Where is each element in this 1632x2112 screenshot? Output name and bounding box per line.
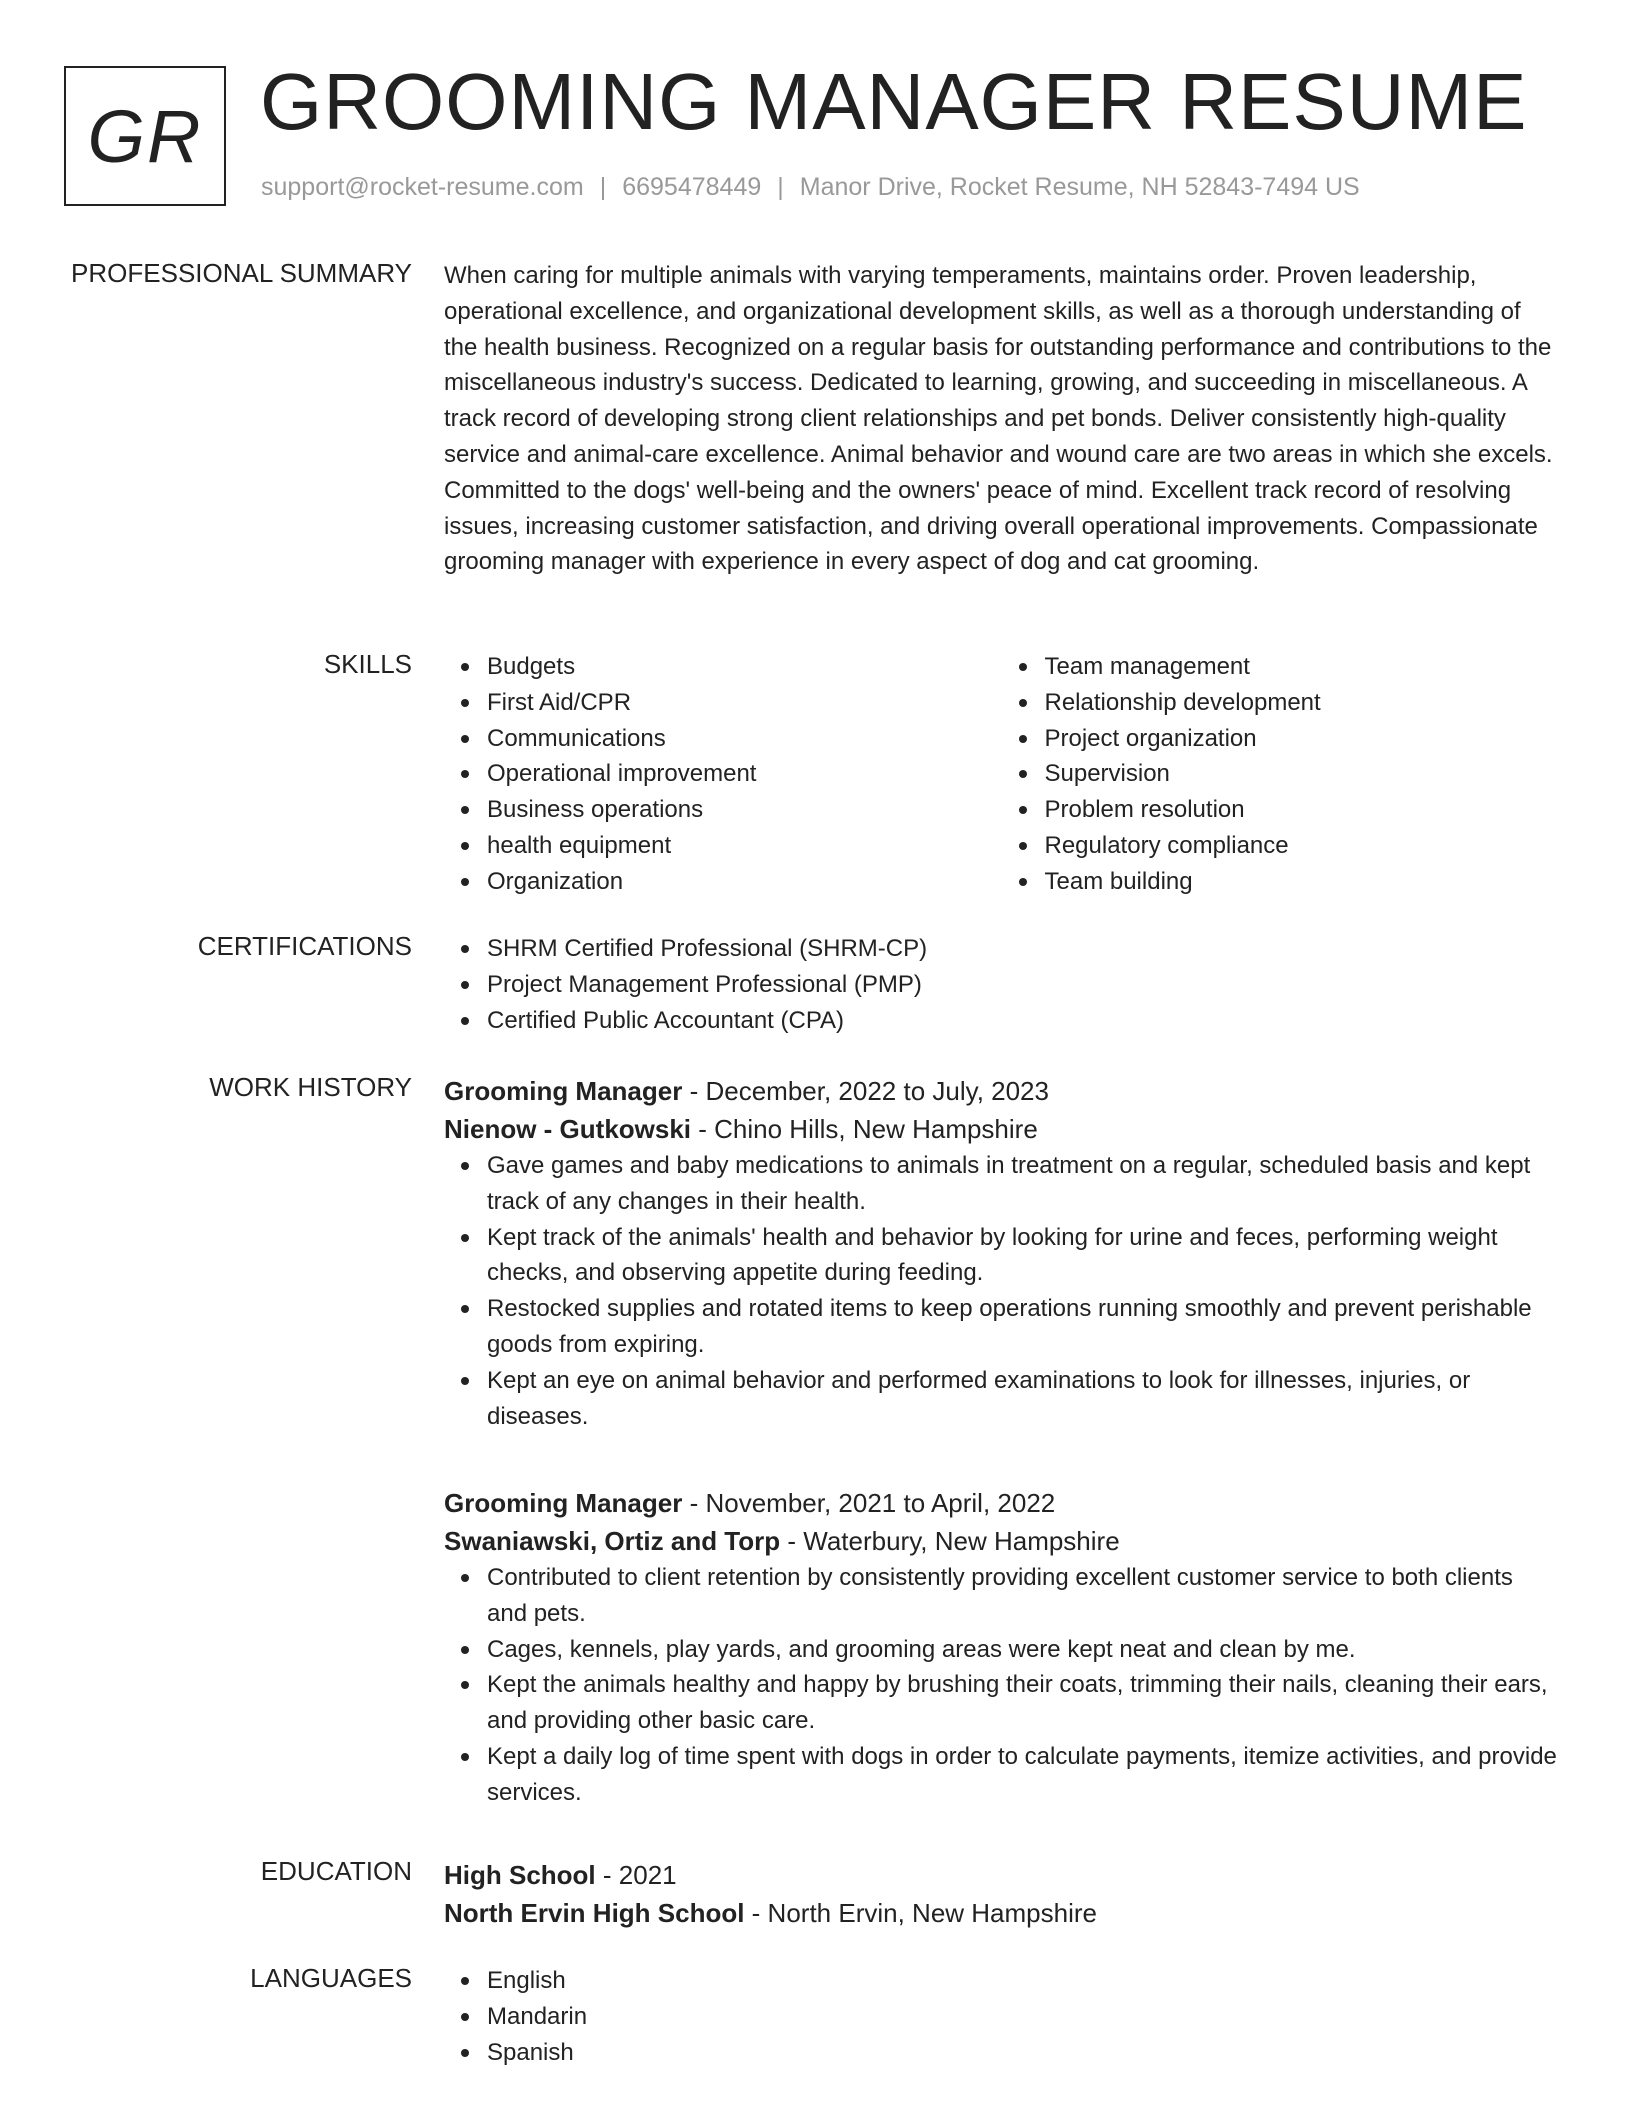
certifications-list xyxy=(444,931,1559,1038)
certification-item: Project Management Professional (PMP) xyxy=(487,967,1559,1003)
job-duty: Kept a daily log of time spent with dogs in order to calculate payments, itemize activities, and provide services. xyxy=(487,1739,1559,1811)
contact-separator: | xyxy=(777,173,784,201)
contact-separator: | xyxy=(599,173,607,201)
skill-item: Team management xyxy=(1045,649,1560,685)
job-location: - Waterbury, New Hampshire xyxy=(780,1526,1120,1556)
job-duty: Contributed to client retention by consistently providing excellent customer service to both clients and pets. xyxy=(487,1560,1559,1632)
contact-email[interactable]: support@rocket-resume.com xyxy=(261,173,584,201)
languages-heading: LANGUAGES xyxy=(250,1963,412,1993)
job-entry xyxy=(444,1484,1559,1811)
job-title-line xyxy=(444,1072,1559,1110)
skills-list-left xyxy=(444,649,1002,900)
job-location: - Chino Hills, New Hampshire xyxy=(691,1114,1038,1144)
contact-line xyxy=(261,173,1360,202)
education-location: - North Ervin, New Hampshire xyxy=(744,1898,1097,1928)
skill-item: Team building xyxy=(1045,864,1560,900)
job-duty: Kept track of the animals' health and behavior by looking for urine and feces, performing weight checks, and observing appetite during feeding. xyxy=(487,1220,1559,1292)
job-company: Swaniawski, Ortiz and Torp xyxy=(444,1526,781,1556)
language-item: English xyxy=(487,1963,1559,1999)
resume-title: GROOMING MANAGER RESUME xyxy=(260,57,1528,146)
skill-item: Business operations xyxy=(487,792,1002,828)
certification-item: Certified Public Accountant (CPA) xyxy=(487,1003,1559,1039)
job-company-line xyxy=(444,1522,1559,1560)
summary-text: When caring for multiple animals with varying temperaments, maintains order. Proven leadership, operational excellence, and organizational development skills, as well as a thorough understanding of the health business. Recognized on a regular basis for outstanding performance and contributions to the miscellaneous industry's success. Dedicated to learning, growing, and succeeding in miscellaneous. A track record of developing strong client relationships and pet bonds. Deliver consistently high-quality service and animal-care excellence. Animal behavior and wound care are two areas in which she excels. Committed to the dogs' well-being and the owners' peace of mind. Excellent track record of resolving issues, increasing customer satisfaction, and driving overall operational improvements. Compassionate grooming manager with experience in every aspect of dog and cat grooming. xyxy=(444,262,1553,576)
summary-heading: PROFESSIONAL SUMMARY xyxy=(71,258,412,288)
skills-heading: SKILLS xyxy=(323,649,412,679)
languages-body xyxy=(444,1963,1559,2070)
work-history-heading: WORK HISTORY xyxy=(209,1072,412,1102)
job-title-line xyxy=(444,1484,1559,1522)
job-duties-list xyxy=(444,1560,1559,1811)
job-entry xyxy=(444,1072,1559,1434)
job-duties-list xyxy=(444,1148,1559,1434)
languages-list xyxy=(444,1963,1559,2070)
job-duty: Gave games and baby medications to animals in treatment on a regular, scheduled basis and kept track of any changes in their health. xyxy=(487,1148,1559,1220)
skill-item: Supervision xyxy=(1045,756,1560,792)
skill-item: Relationship development xyxy=(1045,685,1560,721)
monogram-badge xyxy=(64,66,226,206)
monogram-text: GR xyxy=(87,94,203,178)
skill-item: Project organization xyxy=(1045,721,1560,757)
job-dates: - November, 2021 to April, 2022 xyxy=(682,1488,1056,1518)
job-company: Nienow - Gutkowski xyxy=(444,1114,692,1144)
education-degree-line xyxy=(444,1856,1559,1894)
job-duty: Kept an eye on animal behavior and performed examinations to look for illnesses, injuries, or diseases. xyxy=(487,1363,1559,1435)
skill-item: Budgets xyxy=(487,649,1002,685)
education-school: North Ervin High School xyxy=(444,1898,745,1928)
skill-item: Operational improvement xyxy=(487,756,1002,792)
job-title: Grooming Manager xyxy=(444,1488,683,1518)
language-item: Mandarin xyxy=(487,1999,1559,2035)
skills-columns xyxy=(444,649,1559,900)
skill-item: Organization xyxy=(487,864,1002,900)
certification-item: SHRM Certified Professional (SHRM-CP) xyxy=(487,931,1559,967)
education-entry xyxy=(444,1856,1559,1932)
job-duty: Cages, kennels, play yards, and grooming areas were kept neat and clean by me. xyxy=(487,1632,1559,1668)
job-duty: Restocked supplies and rotated items to keep operations running smoothly and prevent perishable goods from expiring. xyxy=(487,1291,1559,1363)
skill-item: First Aid/CPR xyxy=(487,685,1002,721)
education-heading: EDUCATION xyxy=(260,1856,412,1886)
education-school-line xyxy=(444,1894,1559,1932)
education-degree: High School xyxy=(444,1860,596,1890)
language-item: Spanish xyxy=(487,2035,1559,2071)
summary-body xyxy=(444,258,1559,580)
skills-list-right xyxy=(1002,649,1560,900)
skill-item: Problem resolution xyxy=(1045,792,1560,828)
certifications-heading: CERTIFICATIONS xyxy=(197,931,412,961)
skill-item: Communications xyxy=(487,721,1002,757)
job-title: Grooming Manager xyxy=(444,1076,683,1106)
job-company-line xyxy=(444,1110,1559,1148)
skill-item: health equipment xyxy=(487,828,1002,864)
skill-item: Regulatory compliance xyxy=(1045,828,1560,864)
job-duty: Kept the animals healthy and happy by brushing their coats, trimming their nails, cleaning their ears, and providing other basic care. xyxy=(487,1667,1559,1739)
contact-phone[interactable]: 6695478449 xyxy=(622,173,762,201)
job-dates: - December, 2022 to July, 2023 xyxy=(682,1076,1049,1106)
certifications-body xyxy=(444,931,1559,1038)
education-year: - 2021 xyxy=(595,1860,677,1890)
contact-address: Manor Drive, Rocket Resume, NH 52843-7494 US xyxy=(799,173,1360,201)
